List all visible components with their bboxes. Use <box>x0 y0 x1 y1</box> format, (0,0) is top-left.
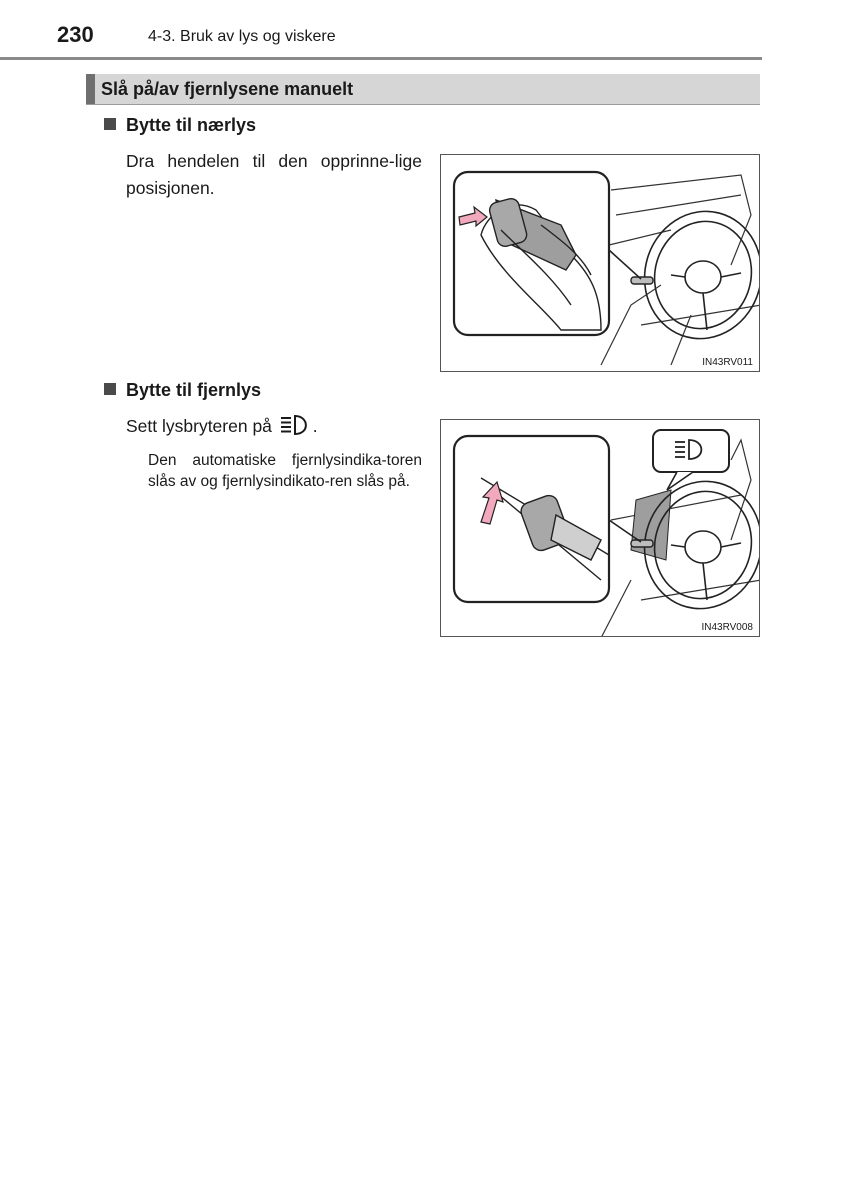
section-accent <box>86 74 95 104</box>
note-high-beam: Den automatiske fjernlysindika-toren slås av og fjernlysindikato-ren slås på. <box>148 452 422 490</box>
page-number: 230 <box>57 22 94 47</box>
instruction-high-beam <box>126 413 422 440</box>
figure-high-beam <box>440 419 760 637</box>
figure-code: IN43RV011 <box>702 357 753 368</box>
instruction-text: Sett lysbryteren på <box>126 416 272 436</box>
bullet-square-icon <box>104 118 116 130</box>
chapter-title: 4-3. Bruk av lys og viskere <box>148 28 336 45</box>
section-heading <box>86 74 760 105</box>
header-rule <box>0 57 762 60</box>
instruction-period: . <box>312 416 318 436</box>
high-beam-icon <box>279 414 311 436</box>
subheading-label: Bytte til fjernlys <box>126 380 262 400</box>
subheading-low-beam <box>104 115 256 136</box>
lever-pull-illustration <box>441 155 760 372</box>
section-title: Slå på/av fjernlysene manuelt <box>101 79 354 99</box>
lever-push-illustration <box>441 420 760 637</box>
instruction-low-beam: Dra hendelen til den opprinne-lige posisjonen. <box>126 151 422 198</box>
subheading-label: Bytte til nærlys <box>126 115 257 135</box>
figure-low-beam <box>440 154 760 372</box>
figure-code: IN43RV008 <box>701 622 753 633</box>
bullet-square-icon <box>104 383 116 395</box>
subheading-high-beam <box>104 380 261 401</box>
